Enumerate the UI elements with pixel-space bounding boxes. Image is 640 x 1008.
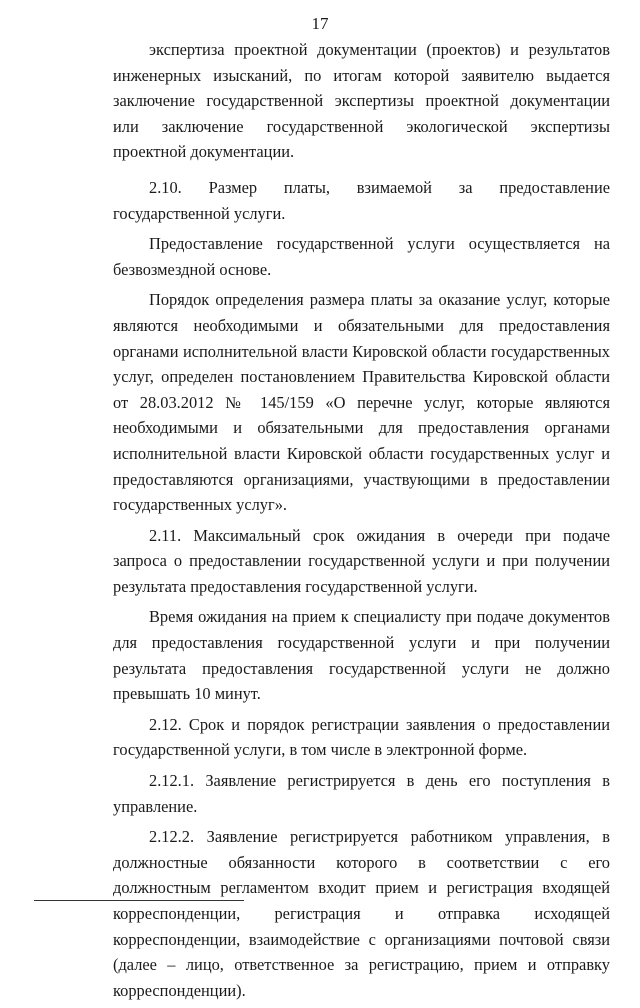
paragraph-fee-procedure: Порядок определения размера платы за оказание услуг, которые являются необходимыми и обязательными для предоставления органами исполнительной власти Кировской области государственных услуг, определен постановлением Правительства Кировской области от 28.03.2012 № 145/159 «О перечне услуг, которые являются необходимыми и обязательными для предоставления органами исполнительной власти Кировской области государственных услуг и предоставляются организациями, участвующими в предоставлении государственных услуг». — [113, 290, 610, 515]
section-2-11-heading: 2.11. Максимальный срок ожидания в очереди при подаче запроса о предоставлении государственной услуги и при получении результата предоставления государственной услуги. — [113, 525, 610, 596]
section-2-10-heading: 2.10. Размер платы, взимаемой за предоставление государственной услуги. — [113, 177, 610, 223]
page-number: 17 — [311, 14, 329, 33]
paragraph-free-of-charge: Предоставление государственной услуги осуществляется на безвозмездной основе. — [113, 234, 610, 279]
section-2-12-1: 2.12.1. Заявление регистрируется в день его поступления в управление. — [113, 771, 610, 816]
paragraph-waiting-time: Время ожидания на прием к специалисту при подаче документов для предоставления государственной услуги и при получении результата предоставления государственной услуги не должно превышать 10 минут. — [113, 607, 610, 704]
section-2-12-heading: 2.12. Срок и порядок регистрации заявления о предоставлении государственной услуги, в том числе в электронной форме. — [113, 714, 610, 760]
section-2-12-2: 2.12.2. Заявление регистрируется работником управления, в должностные обязанности которого в соответствии с его должностным регламентом входит прием и регистрация входящей корреспонденции, регистрация и отправка исходящей корреспонденции, взаимодействие с организациями почтовой связи (далее – лицо, ответственное за регистрацию, прием и отправку корреспонденции). — [113, 827, 610, 1000]
footnote-divider — [34, 900, 244, 901]
paragraph-expertise-continuation: экспертиза проектной документации (проектов) и результатов инженерных изысканий, по итогам которой заявителю выдается заключение государственной экспертизы проектной документации или заключение государственной экологической экспертизы проектной документации. — [113, 40, 610, 162]
document-body — [113, 37, 610, 1008]
